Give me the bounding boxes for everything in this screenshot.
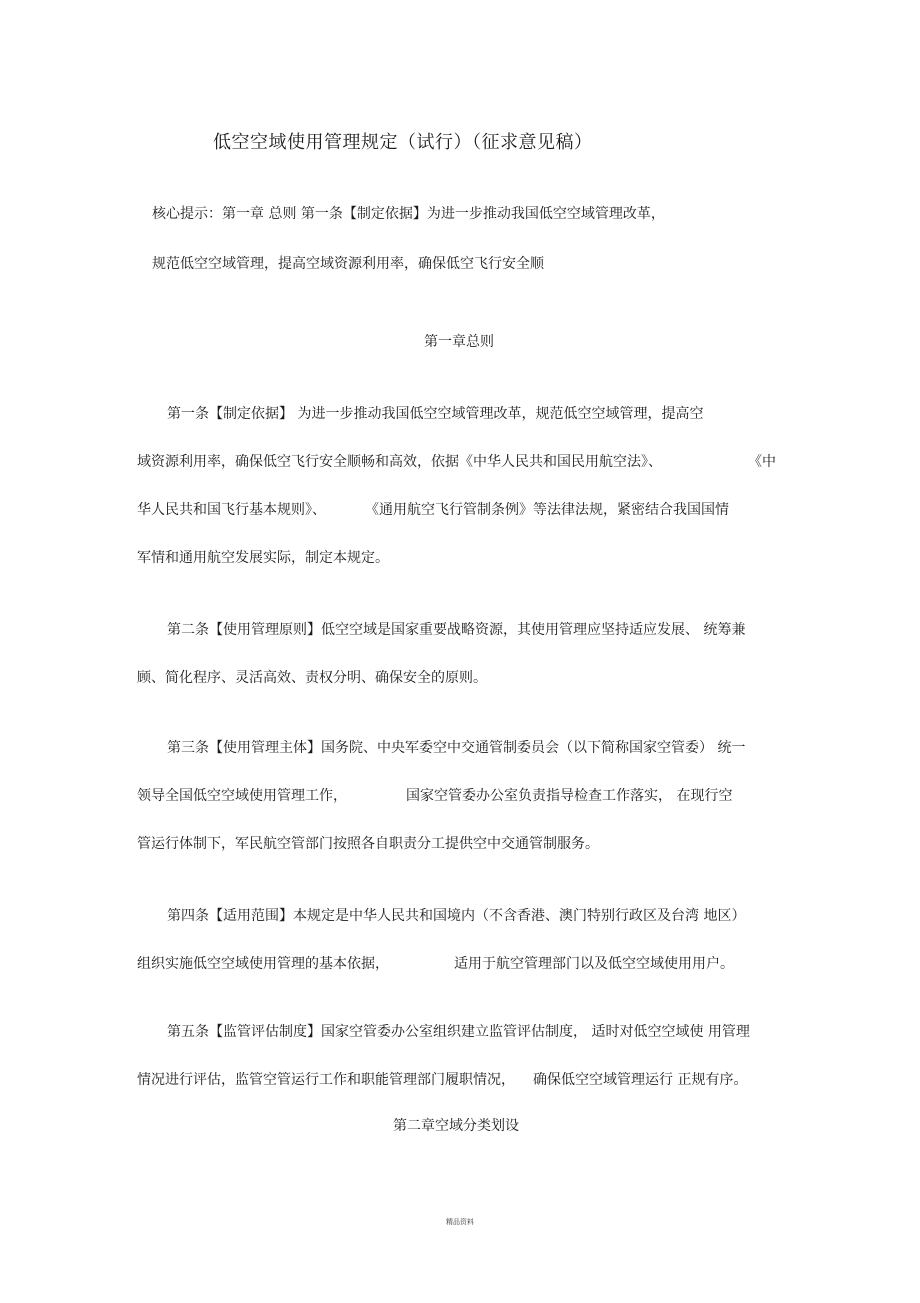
summary-line-2: 规范低空空域管理，提高空域资源利用率，确保低空飞行安全顺: [152, 256, 544, 272]
article-1-line-2b: 《中: [748, 454, 776, 470]
article-3-line-2a: 领导全国低空空域使用管理工作，: [137, 788, 347, 804]
article-1-line-4: 军情和通用航空发展实际，制定本规定。: [137, 550, 389, 566]
article-4-line-2b: 适用于航空管理部门以及低空空域使用用户。: [454, 956, 734, 972]
article-2-line-2: 顾、简化程序、灵活高效、责权分明、确保安全的原则。: [137, 670, 487, 686]
document-title: 低空空域使用管理规定（试行）（征求意见稿）: [213, 132, 593, 153]
chapter-2-heading: 第二章空域分类划设: [393, 1118, 519, 1134]
article-4-line-2a: 组织实施低空空域使用管理的基本依据，: [137, 956, 389, 972]
article-3-line-3: 管运行体制下，军民航空管部门按照各自职责分工提供空中交通管制服务。: [137, 836, 599, 852]
article-5-line-2a: 情况进行评估，监管空管运行工作和职能管理部门履职情况，: [137, 1072, 515, 1088]
article-5-line-1: 第五条【监管评估制度】国家空管委办公室组织建立监管评估制度， 适时对低空空域使 用管理: [167, 1024, 750, 1040]
article-1-line-3a: 华人民共和国飞行基本规则》、: [137, 502, 326, 518]
page-footer: 精品资料: [446, 1218, 474, 1226]
article-1-line-2a: 域资源利用率，确保低空飞行安全顺畅和高效，依据《中华人民共和国民用航空法》、: [137, 454, 662, 470]
article-4-line-1: 第四条【适用范围】本规定是中华人民共和国境内（不含香港、澳门特别行政区及台湾 地区）: [167, 908, 746, 924]
article-1-line-3b: 《通用航空飞行管制条例》等法律法规，紧密结合我国国情: [365, 502, 729, 518]
chapter-1-heading: 第一章总则: [424, 334, 494, 350]
article-5-line-2b: 确保低空空域管理运行 正规有序。: [533, 1072, 748, 1088]
article-1-line-1: 第一条【制定依据】 为进一步推动我国低空空域管理改革，规范低空空域管理，提高空: [167, 406, 704, 422]
article-3-line-2b: 国家空管委办公室负责指导检查工作落实， 在现行空: [406, 788, 733, 804]
article-3-line-1: 第三条【使用管理主体】国务院、中央军委空中交通管制委员会（以下简称国家空管委） 统一: [167, 740, 746, 756]
summary-line-1: 核心提示：第一章 总则 第一条【制定依据】为进一步推动我国低空空域管理改革，: [152, 206, 665, 222]
article-2-line-1: 第二条【使用管理原则】低空空域是国家重要战略资源，其使用管理应坚持适应发展、 统筹兼: [167, 622, 746, 638]
